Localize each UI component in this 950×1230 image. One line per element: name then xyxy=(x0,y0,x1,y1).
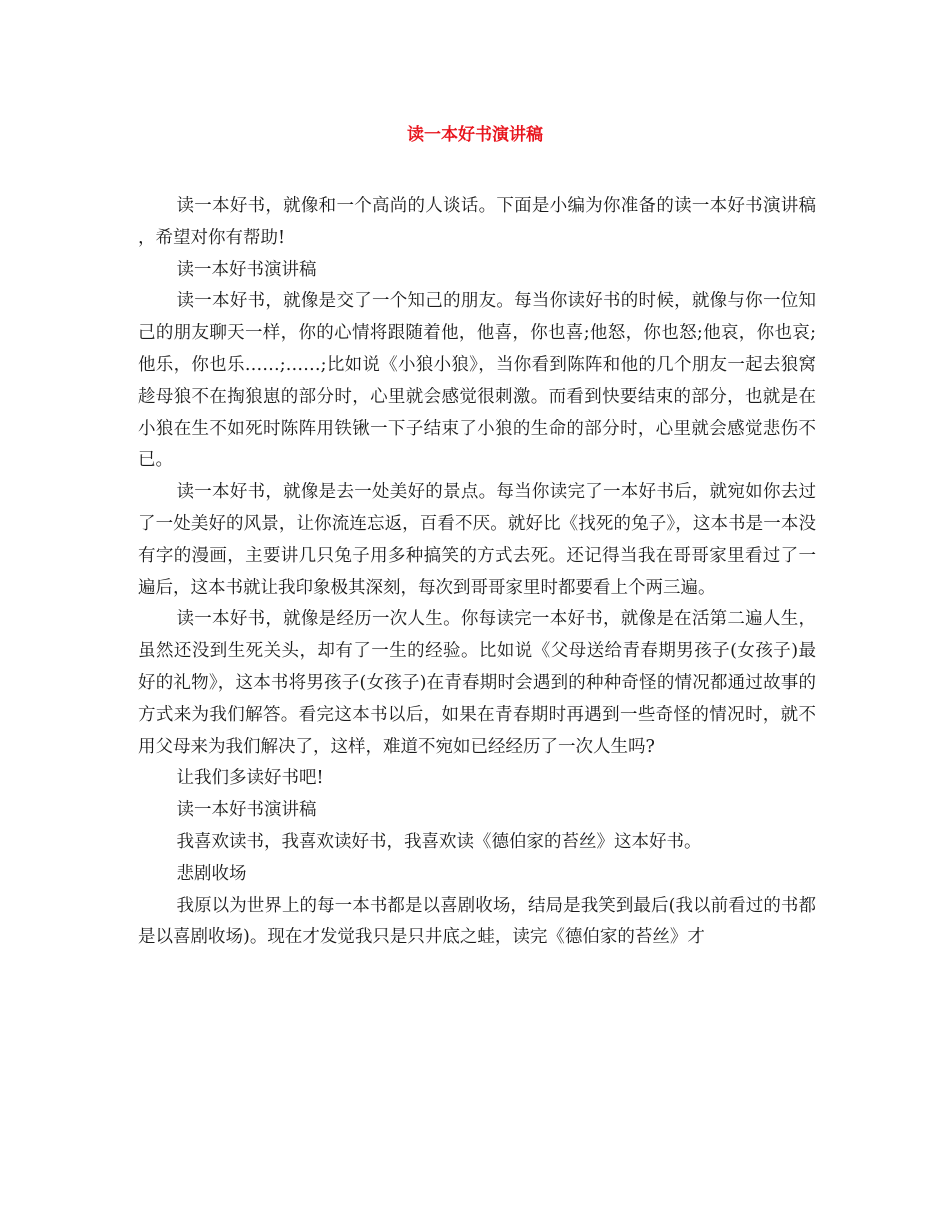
document-title: 读一本好书演讲稿 xyxy=(407,125,543,145)
document-body xyxy=(138,191,816,954)
paragraph-intro: 读一本好书，就像和一个高尚的人谈话。下面是小编为你准备的读一本好书演讲稿，希望对你有帮助! xyxy=(138,196,816,248)
paragraph-tess-intro: 我喜欢读书，我喜欢读好书，我喜欢读《德伯家的苔丝》这本好书。 xyxy=(176,831,702,852)
paragraph-subheading-tragedy: 悲剧收场 xyxy=(176,863,247,884)
paragraph-heading-2: 读一本好书演讲稿 xyxy=(176,800,317,821)
paragraph-call-to-read: 让我们多读好书吧! xyxy=(176,768,324,789)
paragraph-life: 读一本好书，就像是经历一次人生。你每读完一本好书，就像是在活第二遍人生，虽然还没到生死关头，却有了一生的经验。比如说《父母送给青春期男孩子(女孩子)最好的礼物》，这本书将男孩子(女孩子)在青春期时会遇到的种种奇怪的情况都通过故事的方式来为我们解答。看完这本书以后，如果在青春期时再遇到一些奇怪的情况时，就不用父母来为我们解决了，这样，难道不宛如已经经历了一次人生吗? xyxy=(138,609,816,757)
paragraph-friend: 读一本好书，就像是交了一个知己的朋友。每当你读好书的时候，就像与你一位知己的朋友聊天一样，你的心情将跟随着他，他喜，你也喜;他怒，你也怒;他哀，你也哀;他乐，你也乐……;……;比如说《小狼小狼》，当你看到陈阵和他的几个朋友一起去狼窝趁母狼不在掏狼崽的部分时，心里就会感觉很刺激。而看到快要结束的部分，也就是在小狼在生不如死时陈阵用铁锹一下子结束了小狼的生命的部分时，心里就会感觉悲伤不已。 xyxy=(138,291,816,471)
paragraph-tragedy: 我原以为世界上的每一本书都是以喜剧收场，结局是我笑到最后(我以前看过的书都是以喜剧收场)。现在才发觉我只是只井底之蛙，读完《德伯家的苔丝》才 xyxy=(138,895,816,948)
paragraph-scenery: 读一本好书，就像是去一处美好的景点。每当你读完了一本好书后，就宛如你去过了一处美好的风景，让你流连忘返，百看不厌。就好比《找死的兔子》，这本书是一本没有字的漫画，主要讲几只兔子用多种搞笑的方式去死。还记得当我在哥哥家里看过了一遍后，这本书就让我印象极其深刻，每次到哥哥家里时都要看上个两三遍。 xyxy=(138,482,816,598)
paragraph-heading-1: 读一本好书演讲稿 xyxy=(176,259,317,280)
